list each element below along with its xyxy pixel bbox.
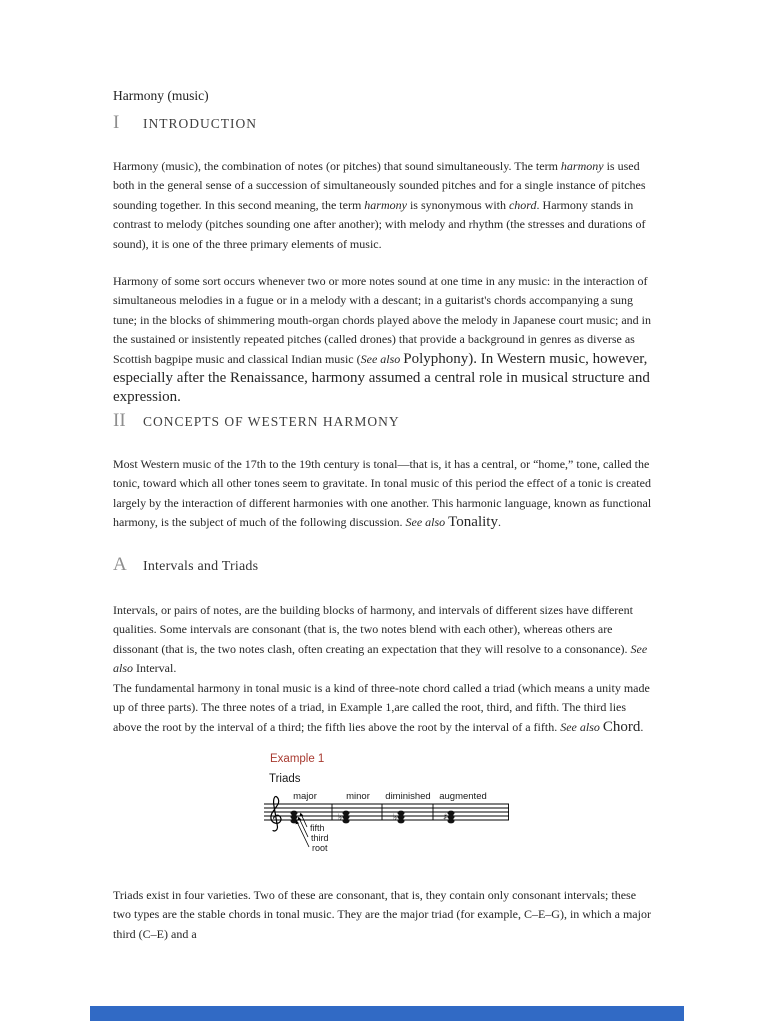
note-label-root: root [312,843,328,853]
staff-lines [264,804,509,820]
section-heading-label: INTRODUCTION [143,116,257,131]
paragraph-concepts-1: Most Western music of the 17th to the 19th century is tonal—that is, it has a central, or “home,” tone, called the tonic, toward which all other tones seem to gravitate. In tonal music of this period the effect of a tonic is created largely by the interaction of different harmonies with one another. This harmonic language, known as functional harmony, is the subject of much of the following discussion. See also Tonality. [113,457,652,531]
section-heading-introduction [113,112,656,134]
note-label-third: third [311,833,329,843]
figure-example-1 [113,753,656,864]
triads-staff-figure [263,788,513,864]
section-heading-concepts [113,410,656,432]
treble-clef-icon [271,797,281,831]
staff-label-major: major [293,791,317,802]
section-heading-label: CONCEPTS OF WESTERN HARMONY [143,414,400,429]
figure-example-label: Example 1 [270,753,325,765]
staff-label-augmented: augmented [439,791,487,802]
subsection-heading-intervals-triads [113,554,656,576]
note-label-fifth: fifth [310,823,325,833]
chord-augmented [448,811,455,824]
page-title: Harmony (music) [113,88,209,103]
subsection-letter-a: A [113,554,127,575]
section-numeral-i: I [113,112,120,133]
flat-icon: ♭ [338,813,343,823]
sharp-icon: ♯ [443,813,448,823]
paragraph-intro-1: Harmony (music), the combination of notes (or pitches) that sound simultaneously. The term harmony is used both in the general sense of a succession of simultaneously sounded pitches and for a single instance of pitches sounding together. In this second meaning, the term harmony is synonymous with chord. Harmony stands in contrast to melody (pitches sounding one after another); with melody and rhythm (the stresses and durations of sound), it is one of the three primary elements of music. [113,159,646,251]
paragraph-intervals-2: The fundamental harmony in tonal music is a kind of three-note chord called a triad (which means a unity made up of three parts). The three notes of a triad, in Example 1,are called the root, third, and fifth. The third lies above the root by the interval of a third; the fifth lies above the root by the interval of a fifth. See also Chord. [113,681,650,735]
figure-caption: Triads [269,773,301,785]
footer-blue-bar [90,1006,684,1021]
chord-diminished [398,811,405,824]
flat-icon: ♭ [393,813,398,823]
chord-minor [343,811,350,824]
staff-label-minor: minor [346,791,370,802]
paragraph-triads-varieties: Triads exist in four varieties. Two of these are consonant, that is, they contain only consonant intervals; these two types are the stable chords in tonal music. They are the major triad (for example, C–E–G), in which a major third (C–E) and a [113,888,651,941]
subsection-heading-label: Intervals and Triads [143,559,259,574]
paragraph-intro-2: Harmony of some sort occurs whenever two or more notes sound at one time in any music: in the interaction of simultaneous melodies in a fugue or in a melody with a descant; in a guitarist's chords accompanying a sung tune; in the blocks of shimmering mouth-organ chords played above the melody in Japanese court music; and in the sustained or insistently repeated pitches (called drones) that provide a background in genres as diverse as Scottish bagpipe music and classical Indian music (See also Polyphony). In Western music, however, especially after the Renaissance, harmony assumed a central role in musical structure and expression. [113,274,651,406]
staff-label-diminished: diminished [385,791,431,802]
paragraph-intervals-1: Intervals, or pairs of notes, are the building blocks of harmony, and intervals of different sizes have different qualities. Some intervals are consonant (that is, the two notes blend with each other), whereas others are dissonant (that is, the two notes clash, often creating an expectation that they will resolve to a consonance). See also Interval. [113,603,648,676]
section-numeral-ii: II [113,410,126,431]
